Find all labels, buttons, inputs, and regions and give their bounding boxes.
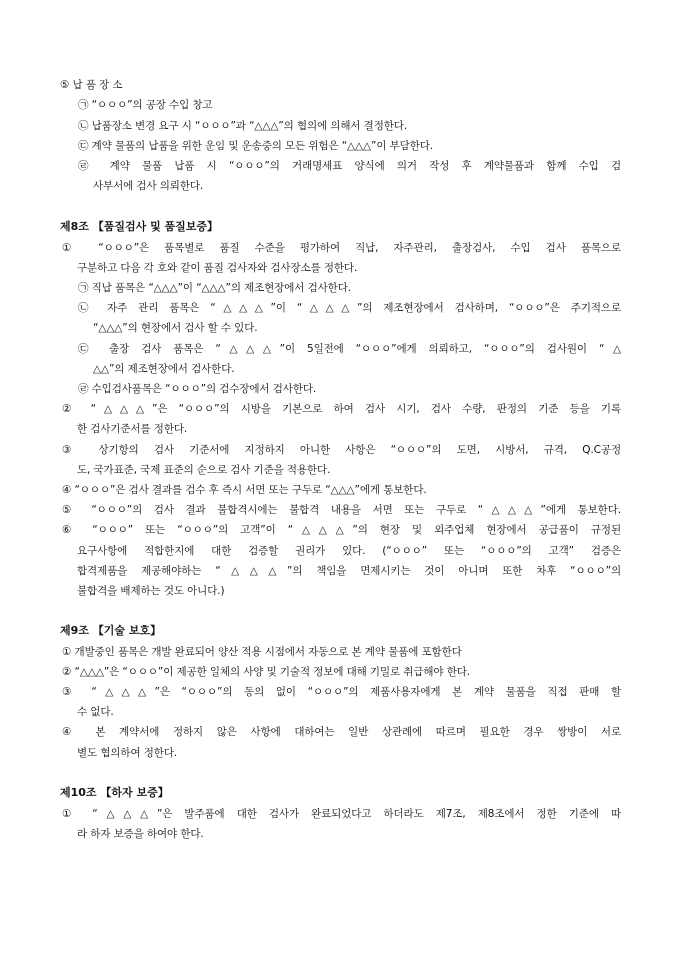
article8-line: ⑤ “ㅇㅇㅇ”의 검사 결과 불합격시에는 불합격 내용을 서면 또는 구두로 “△△△”에게 통보한다. bbox=[62, 504, 621, 516]
article9-line: ③ “△△△”은 “ㅇㅇㅇ”의 동의 없이 “ㅇㅇㅇ”의 제품사용자에게 본 계약 물품을 직접 판매 할 bbox=[62, 686, 621, 698]
article8-line: 구분하고 다음 각 호와 같이 품질 검사자와 검사장소를 정한다. bbox=[77, 262, 358, 274]
article8-line: ③ 상기항의 검사 기준서에 지정하지 아니한 사항은 “ㅇㅇㅇ”의 도면, 시방서, 규격, Q.C공정 bbox=[62, 444, 621, 456]
article9-line: 별도 협의하여 정한다. bbox=[77, 747, 178, 759]
article8-line: ㉠ 직납 품목은 “△△△”이 “△△△”의 제조현장에서 검사한다. bbox=[78, 282, 352, 294]
article8-line: “△△△”의 현장에서 검사 할 수 있다. bbox=[93, 322, 258, 334]
article8-line: 도, 국가표준, 국제 표준의 순으로 검사 기준을 적용한다. bbox=[77, 464, 331, 476]
article8-line: 불합격을 배제하는 것도 아니다.) bbox=[77, 585, 225, 597]
article8-line: ㉢ 출장 검사 품목은 “△△△”이 5일전에 “ㅇㅇㅇ”에게 의뢰하고, “ㅇㅇㅇ”의 검사원이 “△ bbox=[78, 343, 621, 355]
article8-line: ㉣ 수입검사품목은 “ㅇㅇㅇ”의 검수장에서 검사한다. bbox=[78, 383, 317, 395]
article8-line: ② “△△△”은 “ㅇㅇㅇ”의 시방을 기본으로 하여 검사 시기, 검사 수량, 판정의 기준 등을 기록 bbox=[62, 403, 621, 415]
article8-line: ① “ㅇㅇㅇ”은 품목별로 품질 수준을 평가하여 직납, 자주관리, 출장검사, 수입 검사 품목으로 bbox=[62, 242, 621, 254]
article10-line: 라 하자 보증을 하여야 한다. bbox=[77, 828, 204, 840]
article9-line: ④ 본 계약서에 정하지 않은 사항에 대하여는 일반 상관례에 따르며 필요한 경우 쌍방이 서로 bbox=[62, 726, 621, 738]
list-item: ㉡ 납품장소 변경 요구 시 “ㅇㅇㅇ”과 “△△△”의 협의에 의해서 결정한다. bbox=[78, 120, 408, 132]
delivery-place-title: ⑤ 납 품 장 소 bbox=[60, 79, 123, 91]
article9-line: ① 개발중인 품목은 개발 완료되어 양산 적용 시점에서 자동으로 본 계약 물품에 포함한다 bbox=[62, 646, 462, 658]
article8-line: ⑥ “ㅇㅇㅇ” 또는 “ㅇㅇㅇ”의 고객”이 “△△△”의 현장 및 외주업체 현장에서 공급품이 규정된 bbox=[62, 524, 621, 536]
article9-line: 수 없다. bbox=[77, 706, 114, 718]
article8-line: 합격제품을 제공해야하는 “△△△”의 책임을 면제시키는 것이 아니며 또한 차후 “ㅇㅇㅇ”의 bbox=[77, 565, 621, 577]
list-item: ㉢ 계약 물품의 납품을 위한 운임 및 운송중의 모든 위험은 “△△△”이 부담한다. bbox=[78, 140, 434, 152]
article9-line: ② “△△△”은 “ㅇㅇㅇ”이 제공한 일체의 사양 및 기술적 정보에 대해 기밀로 취급해야 한다. bbox=[62, 666, 471, 678]
article10-heading: 제10조 【하자 보증】 bbox=[60, 786, 169, 799]
article8-heading: 제8조 【품질검사 및 품질보증】 bbox=[60, 220, 219, 233]
list-item: ㉠ “ㅇㅇㅇ”의 공장 수입 창고 bbox=[78, 99, 213, 111]
article8-line: △△”의 제조현장에서 검사한다. bbox=[93, 363, 235, 375]
list-item-continuation: 사부서에 검사 의뢰한다. bbox=[93, 180, 204, 192]
article8-line: ④ “ㅇㅇㅇ”은 검사 결과를 검수 후 즉시 서면 또는 구두로 “△△△”에게 통보한다. bbox=[62, 484, 427, 496]
article8-line: 요구사항에 적합한지에 대한 검증할 권리가 있다. (“ㅇㅇㅇ” 또는 “ㅇㅇㅇ”의 고객” 검증은 bbox=[77, 545, 621, 557]
article8-line: 한 검사기준서를 정한다. bbox=[77, 423, 188, 435]
article9-heading: 제9조 【기술 보호】 bbox=[60, 624, 162, 637]
article8-line: ㉡ 자주 관리 품목은 “△△△”이 “△△△”의 제조현장에서 검사하며, “ㅇㅇㅇ”은 주기적으로 bbox=[78, 302, 621, 314]
article10-line: ① “△△△”은 발주품에 대한 검사가 완료되었다고 하더라도 제7조, 제8조에서 정한 기준에 따 bbox=[62, 808, 621, 820]
list-item: ㉣ 계약 물품 납품 시 “ㅇㅇㅇ”의 거래명세표 양식에 의거 작성 후 계약물품과 함께 수입 검 bbox=[78, 160, 621, 172]
